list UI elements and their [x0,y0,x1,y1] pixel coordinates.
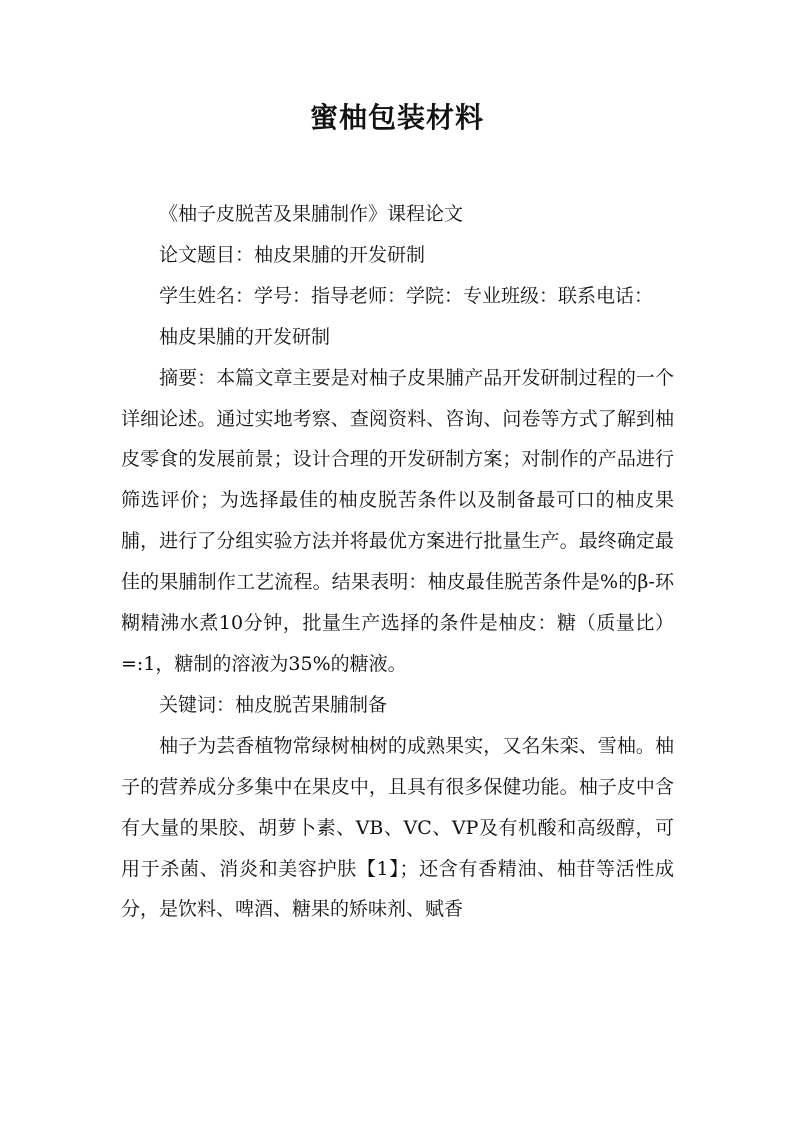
abstract-paragraph: 摘要：本篇文章主要是对柚子皮果脯产品开发研制过程的一个详细论述。通过实地考察、查阅资料、咨询、问卷等方式了解到柚皮零食的发展前景；设计合理的开发研制方案；对制作的产品进行筛选评价；为选择最佳的柚皮脱苦条件以及制备最可口的柚皮果脯，进行了分组实验方法并将最优方案进行批量生产。最终确定最佳的果脯制作工艺流程。结果表明：柚皮最佳脱苦条件是%的β-环糊精沸水煮10分钟，批量生产选择的条件是柚皮：糖（质量比）=:1，糖制的溶液为35%的糖液。 [121,366,674,675]
document-title: 蜜柚包装材料 [309,101,484,134]
paper-topic: 论文题目：柚皮果脯的开发研制 [159,243,426,266]
course-paper-title: 《柚子皮脱苦及果脯制作》课程论文 [159,203,464,225]
intro-paragraph: 柚子为芸香植物常绿树柚树的成熟果实，又名朱栾、雪柚。柚子的营养成分多集中在果皮中，且具有很多保健功能。柚子皮中含有大量的果胶、胡萝卜素、VB、VC、VP及有机酸和高级醇，可用于杀菌、消炎和美容护肤【1】；还含有香精油、柚苷等活性成分，是饮料、啤酒、糖果的矫味剂、赋香 [121,734,674,921]
keywords-paragraph: 关键词：柚皮脱苦果脯制备 [159,693,388,716]
student-info: 学生姓名：学号：指导老师：学院：专业班级：联系电话： [159,284,654,307]
section-heading: 柚皮果脯的开发研制 [159,325,331,348]
document-body [121,194,674,930]
